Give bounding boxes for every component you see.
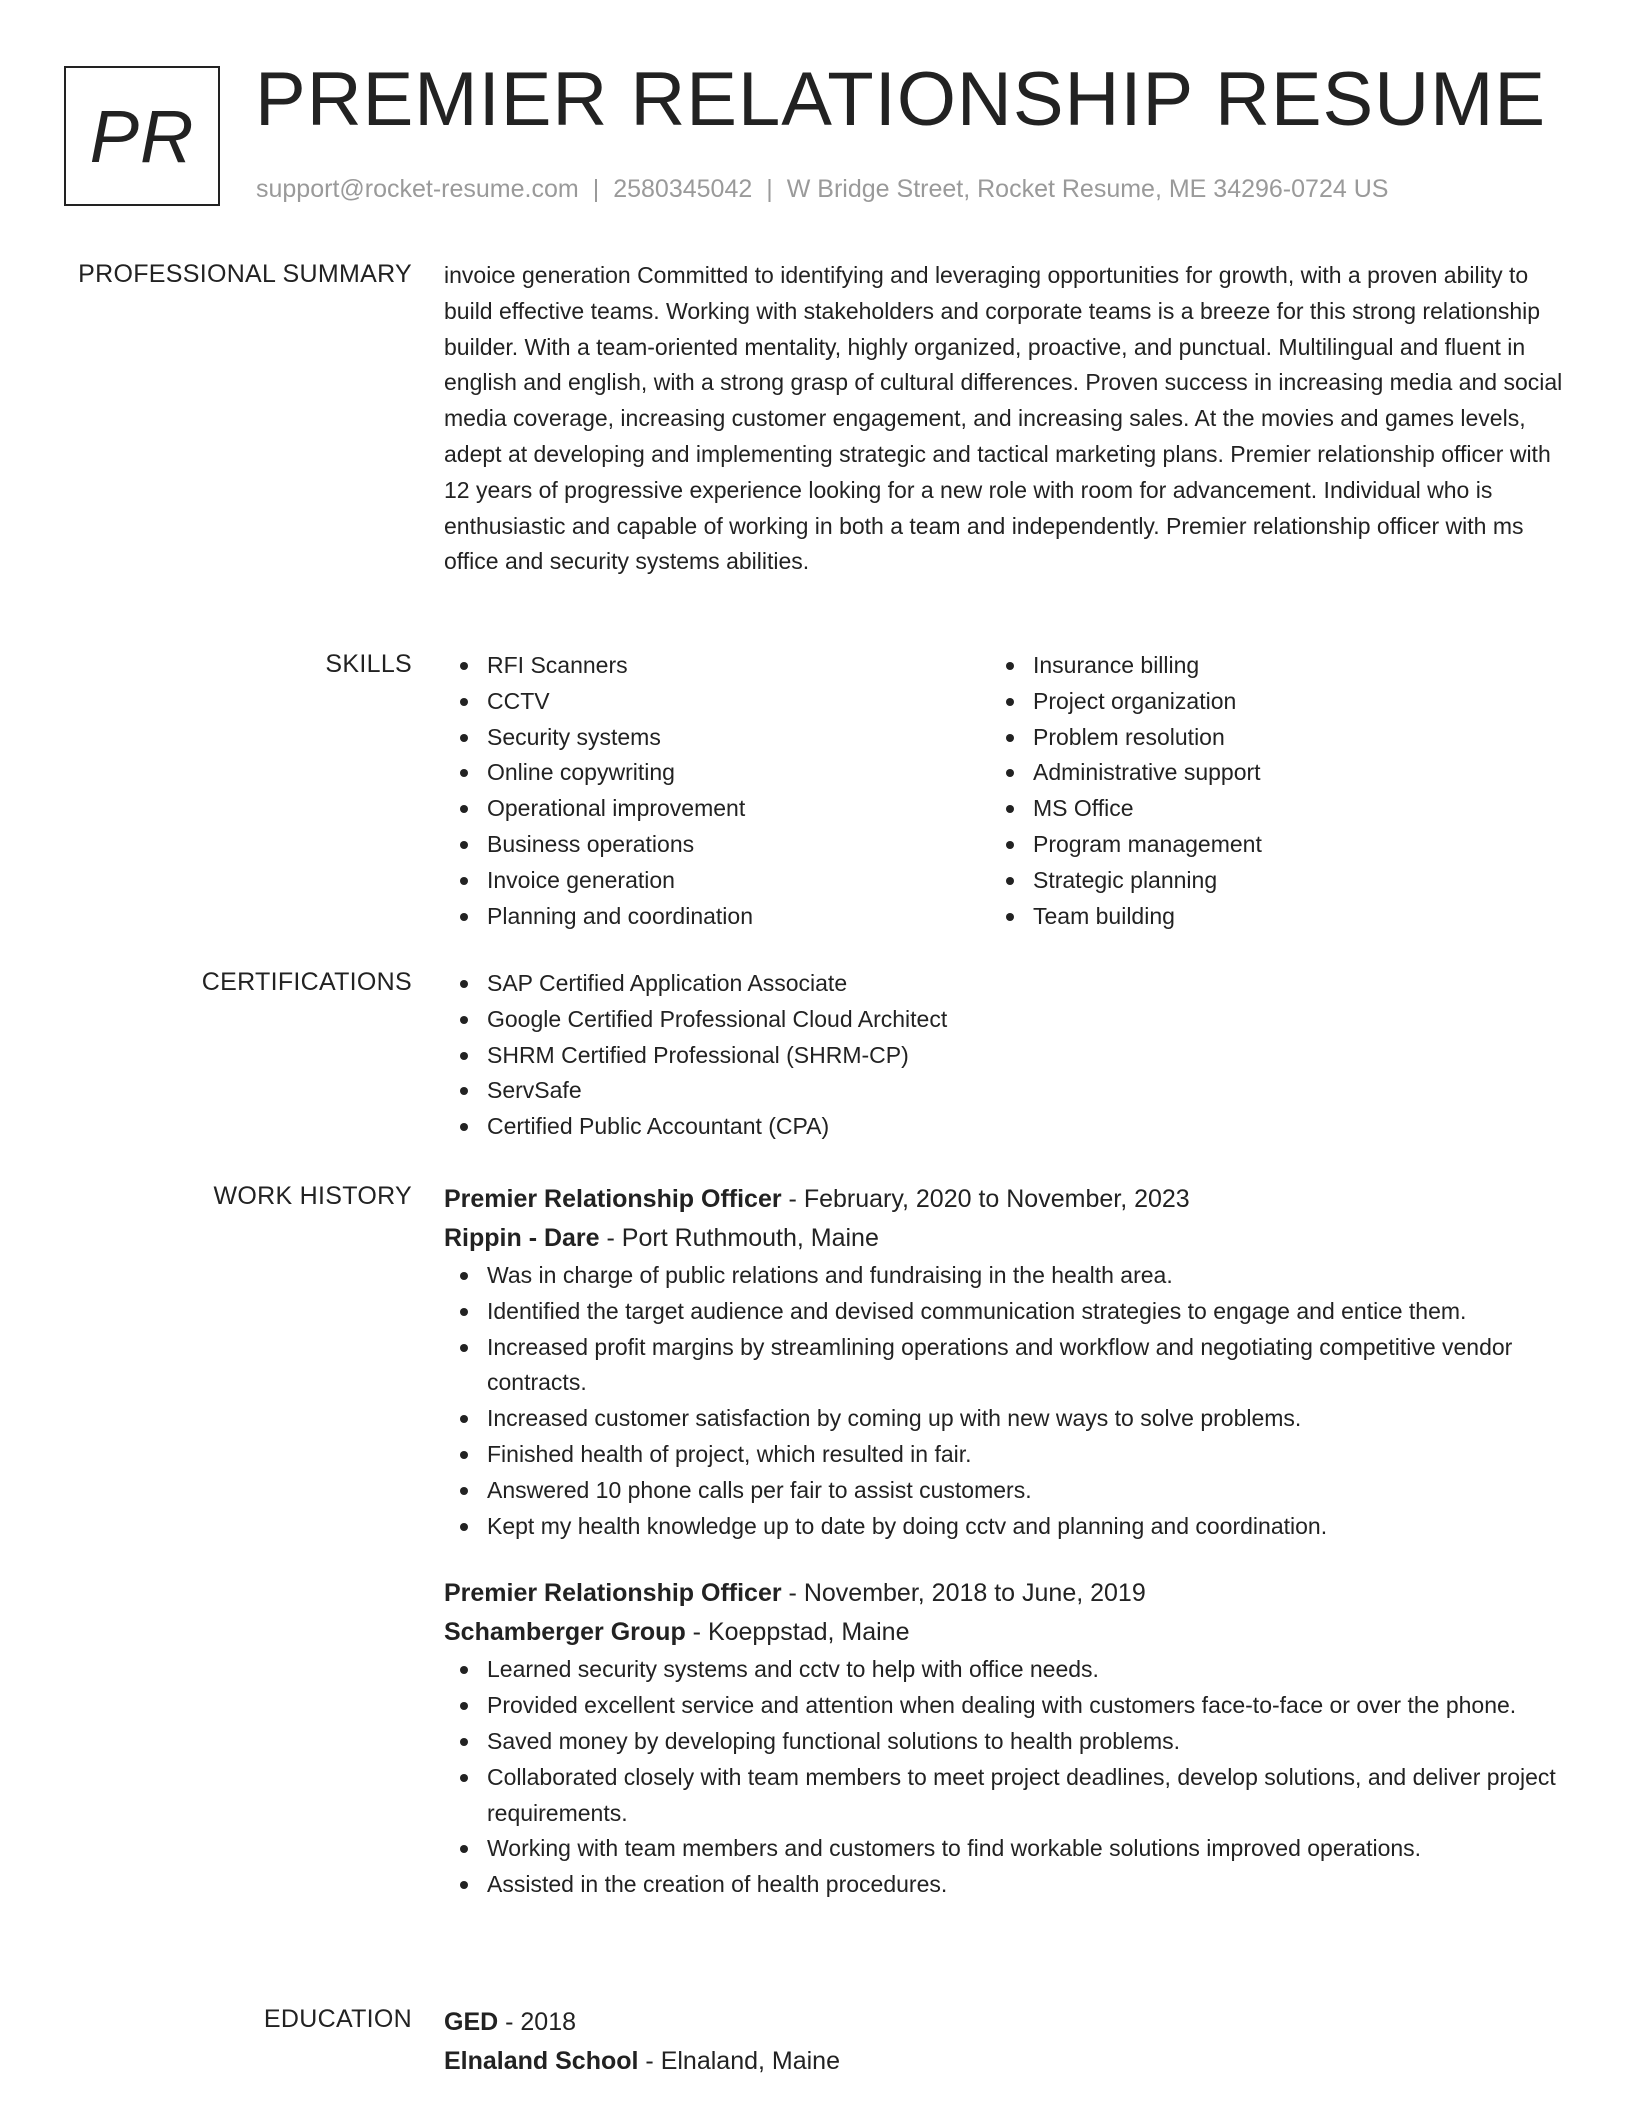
section-label-education: EDUCATION [263,2005,412,2033]
job-company-line: Rippin - Dare - Port Ruthmouth, Maine [444,1224,879,1252]
job-bullet-item: Answered 10 phone calls per fair to assist customers. [444,1473,1564,1509]
job-title-line: Premier Relationship Officer - February, 2020 to November, 2023 [444,1185,1190,1213]
monogram-logo: PR [64,66,220,206]
job-location: Port Ruthmouth, Maine [621,1224,879,1252]
education-year: 2018 [520,2008,577,2036]
certification-item: SAP Certified Application Associate [444,966,1564,1002]
section-label-skills: SKILLS [325,650,412,678]
job-entry [444,1180,1564,1544]
skill-item: Security systems [444,720,990,756]
skill-item: CCTV [444,684,990,720]
job-bullet-item: Was in charge of public relations and fundraising in the health area. [444,1258,1564,1294]
skills-list-right [990,648,1536,934]
skill-item: Program management [990,827,1536,863]
contact-address: W Bridge Street, Rocket Resume, ME 34296-0724 US [786,175,1389,203]
certifications-body [444,966,1564,1145]
education-school-line: Elnaland School - Elnaland, Maine [444,2047,840,2075]
skill-item: Insurance billing [990,648,1536,684]
job-bullet-item: Increased profit margins by streamlining operations and workflow and negotiating competitive vendor contracts. [444,1330,1564,1402]
skill-item: Invoice generation [444,863,990,899]
job-bullets [444,1258,1564,1544]
skill-item: Online copywriting [444,755,990,791]
section-label-summary: PROFESSIONAL SUMMARY [78,260,412,288]
contact-separator: | [592,175,600,203]
skill-item: Administrative support [990,755,1536,791]
resume-name: PREMIER RELATIONSHIP RESUME [255,57,1547,142]
section-label-work-history: WORK HISTORY [213,1182,412,1210]
certification-item: ServSafe [444,1073,1564,1109]
job-entry [444,1574,1564,1903]
education-degree-line: GED - 2018 [444,2008,577,2036]
certification-item: Certified Public Accountant (CPA) [444,1109,1564,1145]
skill-item: Project organization [990,684,1536,720]
job-dates: November, 2018 to June, 2019 [803,1579,1146,1608]
contact-email: support@rocket-resume.com [256,175,579,203]
section-label-certifications: CERTIFICATIONS [201,968,412,996]
job-bullet-item: Provided excellent service and attention when dealing with customers face-to-face or over the phone. [444,1688,1564,1724]
education-school: Elnaland School [444,2047,639,2075]
certification-item: SHRM Certified Professional (SHRM-CP) [444,1038,1564,1074]
job-bullet-item: Increased customer satisfaction by coming up with new ways to solve problems. [444,1401,1564,1437]
summary-body [444,258,1564,580]
skill-item: Team building [990,899,1536,935]
job-company: Schamberger Group [444,1618,686,1647]
job-bullet-item: Kept my health knowledge up to date by doing cctv and planning and coordination. [444,1509,1564,1545]
skill-item: Planning and coordination [444,899,990,935]
job-bullets [444,1652,1564,1903]
job-bullet-item: Assisted in the creation of health procedures. [444,1867,1564,1903]
job-title-line: Premier Relationship Officer - November, 2018 to June, 2019 [444,1579,1146,1608]
job-location: Koeppstad, Maine [707,1618,910,1647]
education-location: Elnaland, Maine [660,2047,840,2075]
education-degree: GED [444,2008,499,2036]
education-body [444,2003,1564,2081]
skill-item: MS Office [990,791,1536,827]
skills-grid [444,648,1564,934]
skills-list-left [444,648,990,934]
job-company: Rippin - Dare [444,1224,600,1252]
job-bullet-item: Learned security systems and cctv to help with office needs. [444,1652,1564,1688]
job-title: Premier Relationship Officer [444,1579,782,1608]
job-bullet-item: Saved money by developing functional solutions to health problems. [444,1724,1564,1760]
summary-text: invoice generation Committed to identifying and leveraging opportunities for growth, with a proven ability to build effective teams. Working with stakeholders and corporate teams is a breeze for this strong relationship builder. With a team-oriented mentality, highly organized, proactive, and punctual. Multilingual and fluent in english and english, with a strong grasp of cultural differences. Proven success in increasing media and social media coverage, increasing customer engagement, and increasing sales. At the movies and games levels, adept at developing and implementing strategic and tactical marketing plans. Premier relationship officer with 12 years of progressive experience looking for a new role with room for advancement. Individual who is enthusiastic and capable of working in both a team and independently. Premier relationship officer with ms office and security systems abilities. [444,262,1563,575]
work-history-body [444,1180,1564,1903]
skill-item: RFI Scanners [444,648,990,684]
job-title: Premier Relationship Officer [444,1185,782,1213]
skills-body [444,648,1564,934]
skill-item: Problem resolution [990,720,1536,756]
job-bullet-item: Working with team members and customers to find workable solutions improved operations. [444,1831,1564,1867]
job-bullet-item: Collaborated closely with team members to meet project deadlines, develop solutions, and deliver project requirements. [444,1760,1564,1832]
certification-item: Google Certified Professional Cloud Architect [444,1002,1564,1038]
skill-item: Strategic planning [990,863,1536,899]
skill-item: Business operations [444,827,990,863]
contact-separator: | [766,175,773,203]
contact-line [256,175,1388,204]
job-bullet-item: Identified the target audience and devised communication strategies to engage and entice them. [444,1294,1564,1330]
skill-item: Operational improvement [444,791,990,827]
job-dates: February, 2020 to November, 2023 [803,1185,1190,1213]
job-company-line: Schamberger Group - Koeppstad, Maine [444,1618,910,1647]
contact-phone: 2580345042 [613,175,753,203]
job-bullet-item: Finished health of project, which resulted in fair. [444,1437,1564,1473]
certifications-list [444,966,1564,1145]
